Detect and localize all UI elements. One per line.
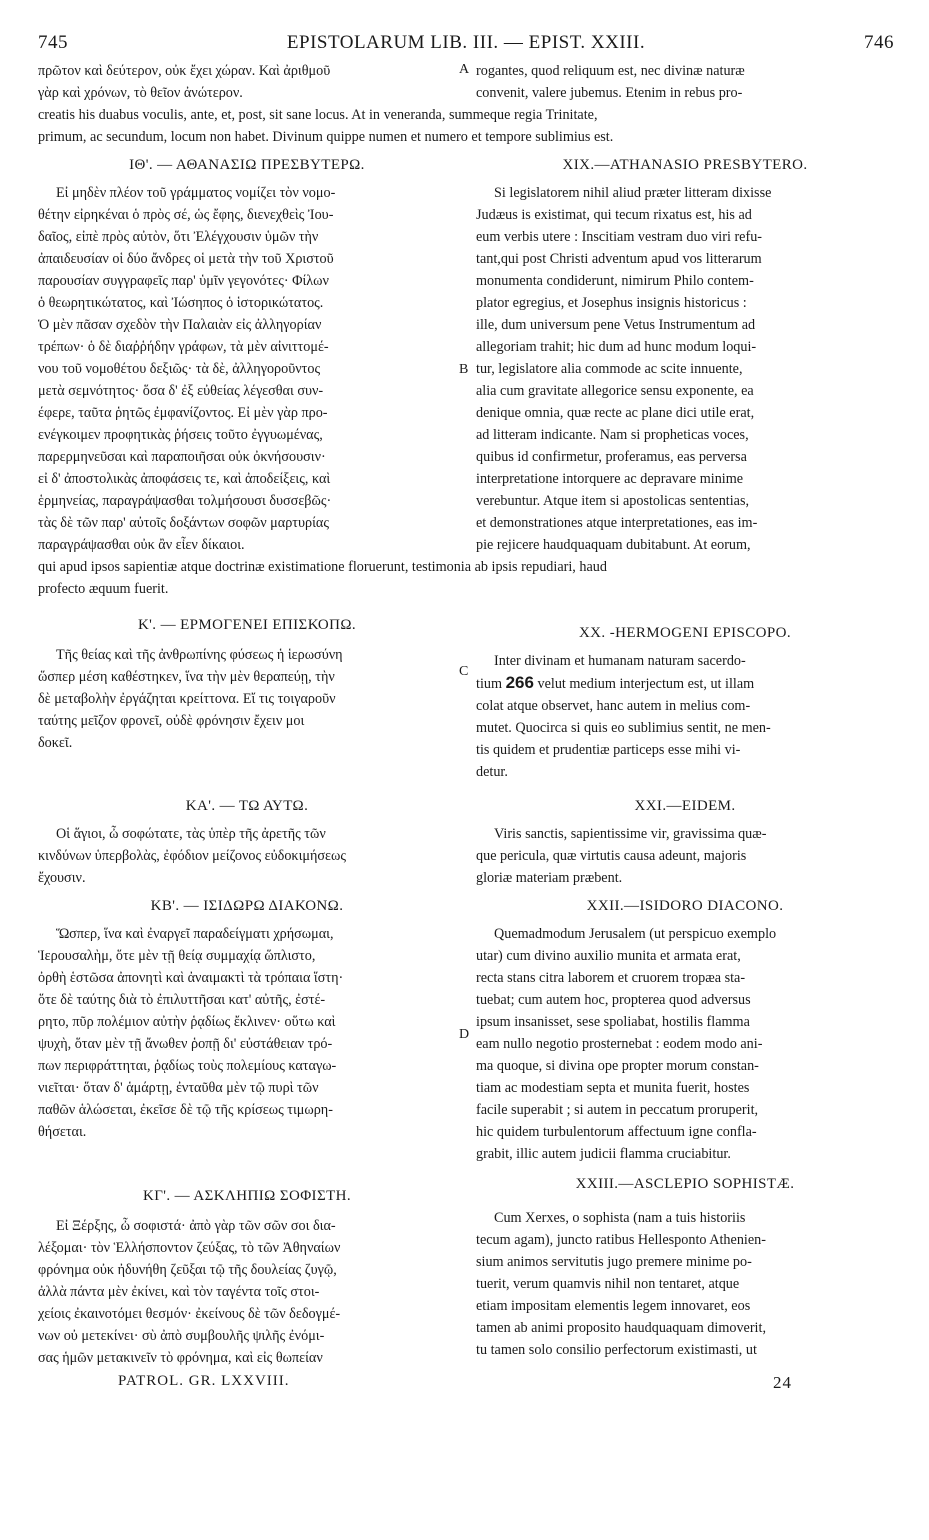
latin-body	[476, 1207, 894, 1361]
text-line: facile superabit ; si autem in peccatum proruperit,	[476, 1102, 759, 1118]
text-line: ὥσπερ μέση καθέστηκεν, ἵνα τὴν μὲν θεραπεύῃ, τὴν	[38, 669, 335, 685]
text-line: et demonstrationes atque interpretationes, eas im-	[476, 515, 758, 531]
latin-body	[476, 650, 894, 783]
text-line: qui apud ipsos sapientiæ atque doctrinæ existimatione floruerunt, testimonia ab ipsis repudiari, haud	[38, 559, 607, 575]
text-line: ὅτε δὲ ταύτης διὰ τὸ ἐπιλυττῆσαι κατ' αὐτῆς, ἐστέ-	[38, 992, 326, 1008]
text-line: tis quidem et prudentiæ particeps esse mihi vi-	[476, 742, 741, 758]
text-line: etiam impositam elementis legem innovaret, eos	[476, 1298, 751, 1314]
text-line: Οἱ ἅγιοι, ὦ σοφώτατε, τὰς ὑπὲρ τῆς ἀρετῆς τῶν	[56, 826, 326, 842]
text-line: alia cum gravitate allegorice sensu exponente, ea	[476, 383, 754, 399]
epistle-20-greek	[38, 614, 456, 783]
latin-body	[476, 182, 894, 556]
epistle-20-latin	[476, 614, 894, 783]
epistle-20	[38, 614, 894, 783]
text-line: plator egregius, et Josephus insignis historicus :	[476, 295, 747, 311]
text-line: tuebat; cum autem hoc, propterea quod adversus	[476, 992, 751, 1008]
text-fragment: tium	[476, 676, 503, 692]
running-title: EPISTOLARUM LIB. III. — EPIST. XXIII.	[286, 32, 646, 53]
text-line: χείοις ἐκαινοτόμει θεσμόν· ἐκείνους δὲ τῶν δεδογμέ-	[38, 1306, 341, 1322]
text-line: grabit, illic autem judicii flamma cruciabitur.	[476, 1146, 731, 1162]
text-line: profecto æquum fuerit.	[38, 581, 169, 597]
text-line: denique omnia, quæ recte ac plane dici utile erat,	[476, 405, 755, 421]
epistle-21-greek	[38, 795, 456, 889]
text-line: ὀρθὴ ἑστῶσα ἀπονητὶ καὶ ἀναιμακτὶ τὰ τρόπαια ἵστη·	[38, 970, 344, 986]
text-line: ὁ θεωρητικώτατος, καὶ Ἰώσηπος ὁ ἱστορικώτατος.	[38, 295, 324, 311]
text-line: ad litteram indicante. Nam si propheticas voces,	[476, 427, 749, 443]
text-line: verebuntur. Atque item si apostolicas sententias,	[476, 493, 750, 509]
text-line: μετὰ σεμνότητος· ὅσα δ' ἐξ εὐθείας λέγεσθαι συν-	[38, 383, 324, 399]
text-line: νου τοῦ νομοθέτου δεξιῶς· τὰ δὲ, ἀλληγοροῦντος	[38, 361, 321, 377]
text-line: Εἰ μηδὲν πλέον τοῦ γράμματος νομίζει τὸν νομο-	[56, 185, 336, 201]
page-number-left: 745	[38, 32, 68, 53]
text-line: έφερε, ταῦτα ῥητῶς ἐμφανίζοντος. Εἰ μὲν γὰρ προ-	[38, 405, 328, 421]
text-line: hic quidem turbulentorum affectuum igne confla-	[476, 1124, 757, 1140]
text-line: δαῖος, εἰπὲ πρὸς αὐτὸν, ὅτι Ἐλέγχουσιν ὑμῶν τὴν	[38, 229, 319, 245]
text-line: λέξομαι· τὸν Ἑλλήσποντον ζεύξας, τὸ τῶν Ἀθηναίων	[38, 1240, 341, 1256]
greek-body	[38, 823, 456, 889]
text-line: monumenta condiderunt, nimirum Philo contem-	[476, 273, 754, 289]
text-line: detur.	[476, 764, 508, 780]
epistle-21-latin	[476, 795, 894, 889]
latin-heading: XXII.—ISIDORO DIACONO.	[586, 898, 784, 914]
text-line: νων οὐ μετεκίνει· σὺ ἀπὸ συμβουλῆς ψιλῆς ἐνόμι-	[38, 1328, 325, 1344]
epistle-19-latin	[476, 154, 894, 556]
text-line: παθῶν ἁλώσεται, ἐκεῖσε δὲ τῷ τῆς κρίσεως τιμωρη-	[38, 1102, 333, 1118]
epistle-23	[38, 1173, 894, 1369]
margin-letter-a: A	[459, 62, 470, 77]
text-line: ψυχὴ, ὅταν μὲν τῇ ἄνωθεν ῥοπῇ δι' εὐστάθειαν τρό-	[38, 1036, 333, 1052]
text-line: νιεῖται· ὅταν δ' ἁμάρτῃ, ἐνταῦθα μὲν τῷ πυρὶ τῶν	[38, 1080, 319, 1096]
epistle-22	[38, 895, 894, 1165]
intro-full	[38, 104, 894, 148]
text-line: ipsum insanisset, sese spoliabat, hostilis flamma	[476, 1014, 750, 1030]
text-line: Si legislatorem nihil aliud præter litteram dixisse	[494, 185, 772, 201]
page-number-right: 746	[864, 32, 894, 53]
text-line: ἑρμηνείας, παραγράψασθαι τολμήσουσι δυσσεβῶς·	[38, 493, 332, 509]
text-line: τρέπων· ὁ δὲ διαῤῥήδην γράφων, τὰ μὲν αἰνιττομέ-	[38, 339, 329, 355]
epistle-19	[38, 154, 894, 556]
text-line: gloriæ materiam præbent.	[476, 870, 623, 886]
text-line: tur, legislatore alia commode ac scite innuente,	[476, 361, 743, 377]
text-line: δὲ μεταβολὴν ἐργάζηται κρείττονα. Εἴ τις τοιγαροῦν	[38, 691, 336, 707]
latin-heading: XXIII.—ASCLEPIO SOPHISTÆ.	[575, 1176, 795, 1192]
text-line: eam nullo negotio prosternebat : eodem modo ani-	[476, 1036, 763, 1052]
text-line: ma quoque, si divina ope propter morum constan-	[476, 1058, 759, 1074]
epistle-19-full	[38, 556, 894, 600]
text-line: Inter divinam et humanam naturam sacerdo-	[494, 653, 746, 669]
text-line: quibus id confirmetur, proferamus, eas perversa	[476, 449, 747, 465]
intro-greek	[38, 60, 456, 104]
epistle-23-latin	[476, 1173, 894, 1369]
text-line: tant,qui post Christi adventum apud vos litterarum	[476, 251, 762, 267]
text-line: Viris sanctis, sapientissime vir, gravissima quæ-	[494, 826, 767, 842]
greek-body	[38, 182, 456, 556]
text-line: recta stans citra laborem et cruorem tropæa sta-	[476, 970, 746, 986]
text-line: Τῆς θείας καὶ τῆς ἀνθρωπίνης φύσεως ἡ ἱερωσύνη	[56, 647, 343, 663]
latin-body	[476, 923, 894, 1165]
text-line: tamen ab animi proposito haudquaquam dimoverit,	[476, 1320, 766, 1336]
page-footer	[38, 1373, 894, 1399]
text-line: tuerit, verum quamvis nihil non tentaret, atque	[476, 1276, 740, 1292]
text-line: sium animos servitutis jugo premere minime po-	[476, 1254, 752, 1270]
text-line: ἔχουσιν.	[38, 870, 86, 886]
running-header	[38, 32, 894, 60]
epistle-22-greek	[38, 895, 456, 1165]
greek-heading: ΚΓ'. — ΑΣΚΛΗΠΙΩ ΣΟΦΙΣΤΗ.	[142, 1188, 352, 1204]
greek-body	[38, 923, 456, 1143]
text-line: pie rejicere haudquaquam dubitabunt. At eorum,	[476, 537, 751, 553]
text-line: ταύτης μεῖζον φρονεῖ, οὐδὲ φρόνησιν ἔχειν μοι	[38, 713, 305, 729]
text-fragment: velut medium interjectum est, ut illam	[537, 676, 755, 692]
latin-heading: XXI.—EIDEM.	[634, 798, 736, 814]
epistle-19-greek	[38, 154, 456, 556]
text-line: creatis his duabus voculis, ante, et, post, sit sane locus. At in veneranda, summeque regia Trinitate,	[38, 107, 598, 123]
text-line: tecum agam), juncto ratibus Hellesponto Athenien-	[476, 1232, 766, 1248]
text-line	[476, 672, 894, 695]
epistle-22-latin	[476, 895, 894, 1165]
text-line: Ὁ μὲν πᾶσαν σχεδὸν τὴν Παλαιὰν εἰς ἀλληγορίαν	[38, 317, 322, 333]
text-line: πων περιφράττηται, ῥᾳδίως τοὺς πολεμίους καταγω-	[38, 1058, 337, 1074]
latin-body	[476, 823, 894, 889]
text-line: tiam ac modestiam septa et munita fuerit, hostes	[476, 1080, 750, 1096]
text-line: θέτην εἰρηκέναι ὁ πρὸς σέ, ὡς ἔφης, διενεχθεὶς Ἰου-	[38, 207, 334, 223]
text-line: φρόνημα οὐκ ἠδυνήθη ζεῦξαι τῷ τῆς δουλείας ζυγῷ,	[38, 1262, 337, 1278]
text-line: πρῶτον καὶ δεύτερον, οὐκ ἔχει χώραν. Καὶ ἀριθμοῦ	[38, 63, 331, 79]
text-line: εἰ δ' ἀποστολικὰς ἀποφάσεις τε, καὶ ἀποδείξεις, καὶ	[38, 471, 331, 487]
margin-letter-b: B	[459, 362, 469, 377]
text-line: rogantes, quod reliquum est, nec divinæ naturæ	[476, 63, 745, 79]
greek-body	[38, 644, 456, 754]
greek-heading: ΚΒ'. — ΙΣΙΔΩΡΩ ΔΙΑΚΟΝΩ.	[150, 898, 344, 914]
text-line: ρητο, πῦρ πολέμιον αὐτὴν ῥᾳδίως ἔκλινεν· οὕτω καὶ	[38, 1014, 336, 1030]
margin-letter-d: D	[459, 1027, 470, 1042]
text-line: σας ἡμῶν μετακινεῖν τὸ φρόνημα, καὶ εἰς θωπείαν	[38, 1350, 323, 1366]
text-line: Judæus is existimat, qui tecum rixatus est, his ad	[476, 207, 752, 223]
text-line: κινδύνων ὑπερβολὰς, ἐφόδιον μείζονος εὐδοκιμήσεως	[38, 848, 346, 864]
page	[38, 32, 894, 1399]
text-line: ille, dum universum pene Vetus Instrumentum ad	[476, 317, 756, 333]
intro-latin	[476, 60, 894, 104]
text-line: θήσεται.	[38, 1124, 87, 1140]
text-line: tu tamen solo consilio perfectorum existimasti, ut	[476, 1342, 757, 1358]
text-line: mutet. Quocirca si quis eo sublimius sentit, ne men-	[476, 720, 771, 736]
text-line: colat atque observet, hanc autem in melius com-	[476, 698, 751, 714]
text-line: Cum Xerxes, o sophista (nam a tuis historiis	[494, 1210, 746, 1226]
text-line: primum, ac secundum, locum non habet. Divinum quippe numen et numero et tempore sublimius est.	[38, 129, 614, 145]
greek-heading: ΙΘ'. — ΑΘΑΝΑΣΙΩ ΠΡΕΣΒΥΤΕΡΩ.	[129, 157, 365, 173]
text-line: ἀλλὰ πάντα μὲν ἐκίνει, καὶ τὸν ταγέντα τοῖς στοι-	[38, 1284, 320, 1300]
latin-heading: XIX.—ATHANASIO PRESBYTERO.	[562, 157, 808, 173]
text-line: τὰς δὲ τῶν παρ' αὐτοῖς δοξάντων σοφῶν μαρτυρίας	[38, 515, 329, 531]
text-line: convenit, valere jubemus. Etenim in rebus pro-	[476, 85, 743, 101]
text-line: Ὥσπερ, ἵνα καὶ ἐναργεῖ παραδείγματι χρήσωμαι,	[56, 926, 334, 942]
text-line: que pericula, quæ virtutis causa adeunt, majoris	[476, 848, 747, 864]
text-line: δοκεῖ.	[38, 735, 73, 751]
text-line: παρουσίαν συγγραφεῖς παρ' ὑμῖν γεγονότες· Φίλων	[38, 273, 329, 289]
greek-heading: ΚΑ'. — ΤΩ ΑΥΤΩ.	[185, 798, 309, 814]
text-line: ενέγκοιμεν προφητικὰς ῥήσεις τοῦτο ἐγγυωμένας,	[38, 427, 323, 443]
column-number: 266	[505, 673, 534, 692]
epistle-23-greek	[38, 1173, 456, 1369]
text-line: eum verbis utere : Inscitiam vestram duo viri refu-	[476, 229, 763, 245]
margin-letter-c: C	[459, 664, 469, 679]
text-line: Εἰ Ξέρξης, ὦ σοφιστά· ἀπὸ γὰρ τῶν σῶν σοι δια-	[56, 1218, 336, 1234]
latin-heading: XX. -HERMOGENI EPISCOPO.	[578, 625, 792, 641]
text-line: Quemadmodum Jerusalem (ut perspicuo exemplo	[494, 926, 777, 942]
text-line: allegoriam trahit; hic dum ad hunc modum loqui-	[476, 339, 757, 355]
greek-heading: Κ'. — ΕΡΜΟΓΕΝΕΙ ΕΠΙΣΚΟΠΩ.	[137, 617, 357, 633]
text-line: Ἱερουσαλὴμ, ὅτε μὲν τῇ θείᾳ συμμαχίᾳ ὥπλιστο,	[38, 948, 316, 964]
greek-body	[38, 1215, 456, 1369]
text-line: γὰρ καὶ χρόνων, τὸ θεῖον ἀνώτερον.	[38, 85, 243, 101]
text-line: interpretatione intorquere ac depravare minime	[476, 471, 744, 487]
text-line: παραγράψασθαι οὐκ ἂν εἶεν δίκαιοι.	[38, 537, 245, 553]
text-line: utar) cum divino auxilio munita et armata erat,	[476, 948, 741, 964]
text-line: παρερμηνεῦσαι καὶ παραποιῆσαι οὐκ ὀκνήσουσιν·	[38, 449, 326, 465]
text-line: ἀπαιδευσίαν οἱ δύο ἄνδρες οἱ μετὰ τὴν τοῦ Χριστοῦ	[38, 251, 334, 267]
footer-sheet-number: 24	[773, 1373, 792, 1392]
epistle-21	[38, 795, 894, 889]
intro-columns	[38, 60, 894, 104]
footer-signature: PATROL. GR. LXXVIII.	[118, 1373, 290, 1389]
